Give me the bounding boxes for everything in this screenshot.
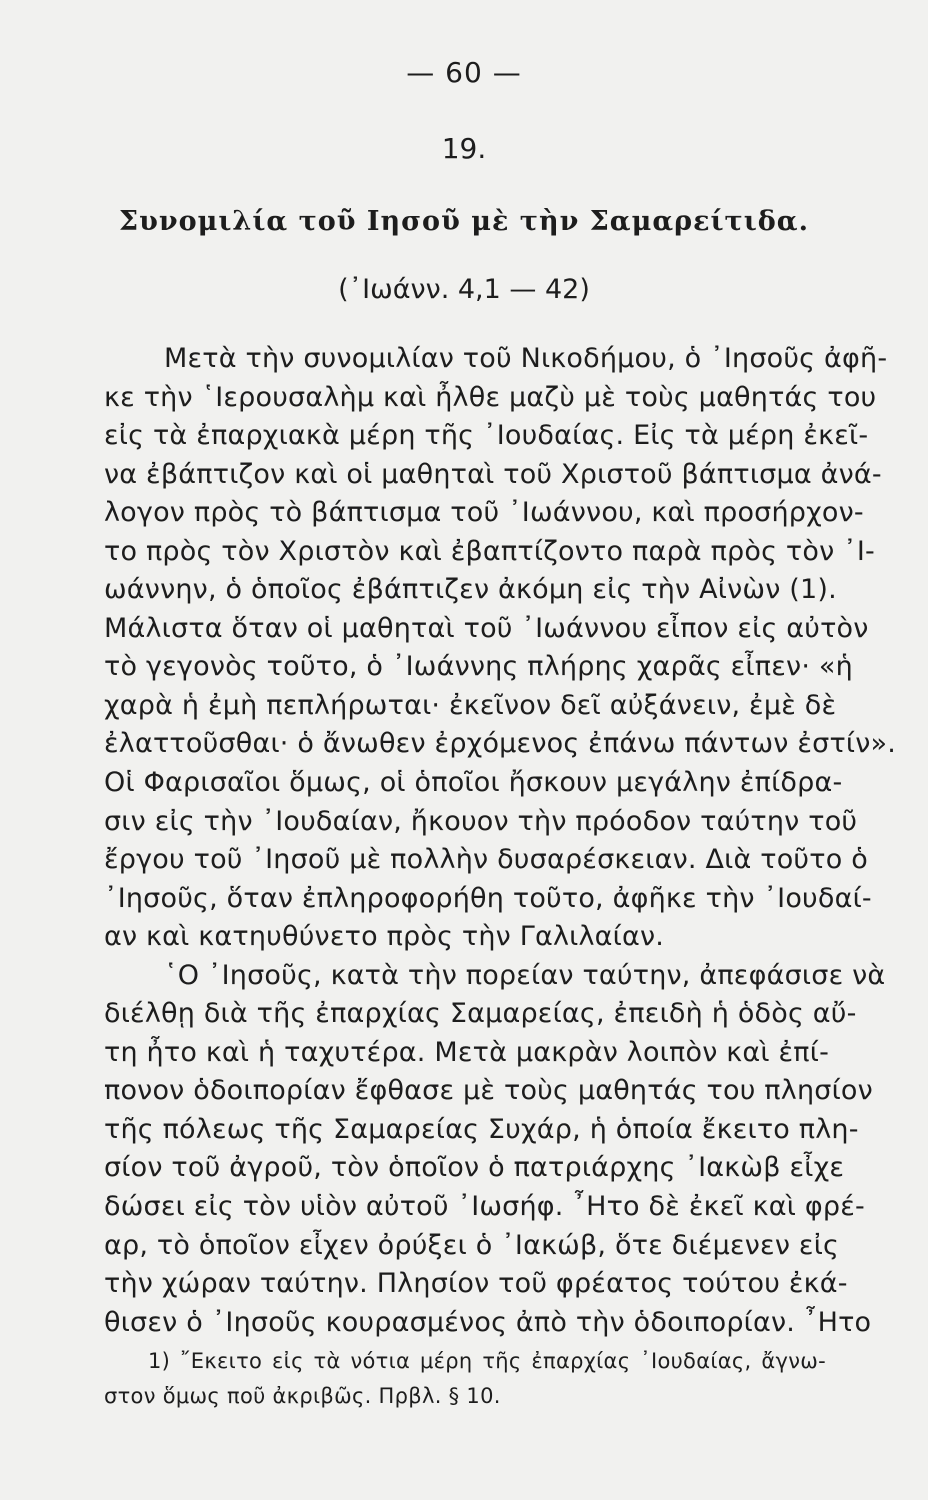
page-number: — 60 — [406, 56, 522, 89]
chapter-number: 19. [441, 132, 487, 165]
text-line: ἔργου τοῦ ᾿Ιησοῦ μὲ πολλὴν δυσαρέσκειαν. Διὰ τοῦτο ὁ [104, 844, 868, 876]
text-line: διέλθῃ διὰ τῆς ἐπαρχίας Σαμαρείας, ἐπειδὴ ἡ ὁδὸς αὔ- [104, 998, 857, 1030]
text-line: ῾Ο ᾿Ιησοῦς, κατὰ τὴν πορείαν ταύτην, ἀπεφάσισε νὰ [164, 959, 886, 991]
text-line: Μετὰ τὴν συνομιλίαν τοῦ Νικοδήμου, ὁ ᾿Ιησοῦς ἀφῆ- [164, 343, 888, 374]
text-line: τὸ γεγονὸς τοῦτο, ὁ ᾿Ιωάννης πλήρης χαρᾶς εἶπεν· «ἡ [104, 651, 853, 683]
footnote [104, 1344, 826, 1414]
scripture-reference: (᾿Ιωάνν. 4,1 — 42) [338, 274, 590, 305]
text-line: αρ, τὸ ὁποῖον εἶχεν ὀρύξει ὁ ᾿Ιακώβ, ὅτε διέμενεν εἰς [104, 1229, 840, 1261]
text-line: θισεν ὁ ᾿Ιησοῦς κουρασμένος ἀπὸ τὴν ὁδοιπορίαν. ῏Ητο [104, 1306, 872, 1338]
text-line: τῆς πόλεως τῆς Σαμαρείας Συχάρ, ἡ ὁποία ἔκειτο πλη- [104, 1113, 859, 1145]
text-line: τη ἦτο καὶ ἡ ταχυτέρα. Μετὰ μακρὰν λοιπὸν καὶ ἐπί- [104, 1036, 830, 1068]
footnote-line: στον ὅμως ποῦ ἀκριβῶς. Πρβλ. § 10. [104, 1384, 501, 1408]
text-line: σίον τοῦ ἀγροῦ, τὸν ὁποῖον ὁ πατριάρχης ᾿Ιακὼβ εἶχε [104, 1152, 845, 1184]
text-line: δώσει εἰς τὸν υἱὸν αὐτοῦ ᾿Ιωσήφ. ῏Ητο δὲ ἐκεῖ καὶ φρέ- [104, 1191, 865, 1223]
text-line: λογον πρὸς τὸ βάπτισμα τοῦ ᾿Ιωάννου, καὶ προσήρχον- [104, 497, 864, 529]
chapter-title: Συνομιλία τοῦ Ιησοῦ μὲ τὴν Σαμαρείτιδα. [119, 206, 809, 237]
footnote-line: 1) ῎Εκειτο εἰς τὰ νότια μέρη τῆς ἐπαρχίας ᾿Ιουδαίας, ἄγνω- [148, 1349, 826, 1373]
text-line: χαρὰ ἡ ἐμὴ πεπλήρωται· ἐκεῖνον δεῖ αὐξάνειν, ἐμὲ δὲ [104, 689, 837, 721]
text-line: εἰς τὰ ἐπαρχιακὰ μέρη τῆς ᾿Ιουδαίας. Εἰς τὰ μέρη ἐκεῖ- [104, 420, 869, 452]
text-line: Μάλιστα ὅταν οἱ μαθηταὶ τοῦ ᾿Ιωάννου εἶπον εἰς αὐτὸν [104, 612, 869, 644]
body-text [104, 340, 897, 1342]
text-line: ᾿Ιησοῦς, ὅταν ἐπληροφορήθη τοῦτο, ἀφῆκε τὴν ᾿Ιουδαί- [104, 882, 872, 914]
text-line: κε τὴν ῾Ιερουσαλὴμ καὶ ἦλθε μαζὺ μὲ τοὺς μαθητάς του [104, 381, 877, 413]
text-line: τὴν χώραν ταύτην. Πλησίον τοῦ φρέατος τούτου ἐκά- [104, 1268, 848, 1300]
text-line: πονον ὁδοιπορίαν ἔφθασε μὲ τοὺς μαθητάς του πλησίον [104, 1075, 873, 1107]
text-line: ἐλαττοῦσθαι· ὁ ἄνωθεν ἐρχόμενος ἐπάνω πάντων ἐστίν». [104, 728, 897, 760]
text-line: αν καὶ κατηυθύνετο πρὸς τὴν Γαλιλαίαν. [104, 921, 665, 953]
text-line: ωάννην, ὁ ὁποῖος ἐβάπτιζεν ἀκόμη εἰς τὴν Αἰνὼν (1). [104, 574, 837, 606]
text-line: το πρὸς τὸν Χριστὸν καὶ ἐβαπτίζοντο παρὰ πρὸς τὸν ᾿Ι- [104, 535, 875, 567]
text-line: να ἐβάπτιζον καὶ οἱ μαθηταὶ τοῦ Χριστοῦ βάπτισμα ἀνά- [104, 458, 882, 490]
text-line: Οἱ Φαρισαῖοι ὅμως, οἱ ὁποῖοι ἤσκουν μεγάλην ἐπίδρα- [104, 767, 843, 799]
text-line: σιν εἰς τὴν ᾿Ιουδαίαν, ἤκουον τὴν πρόοδον ταύτην τοῦ [104, 805, 858, 837]
